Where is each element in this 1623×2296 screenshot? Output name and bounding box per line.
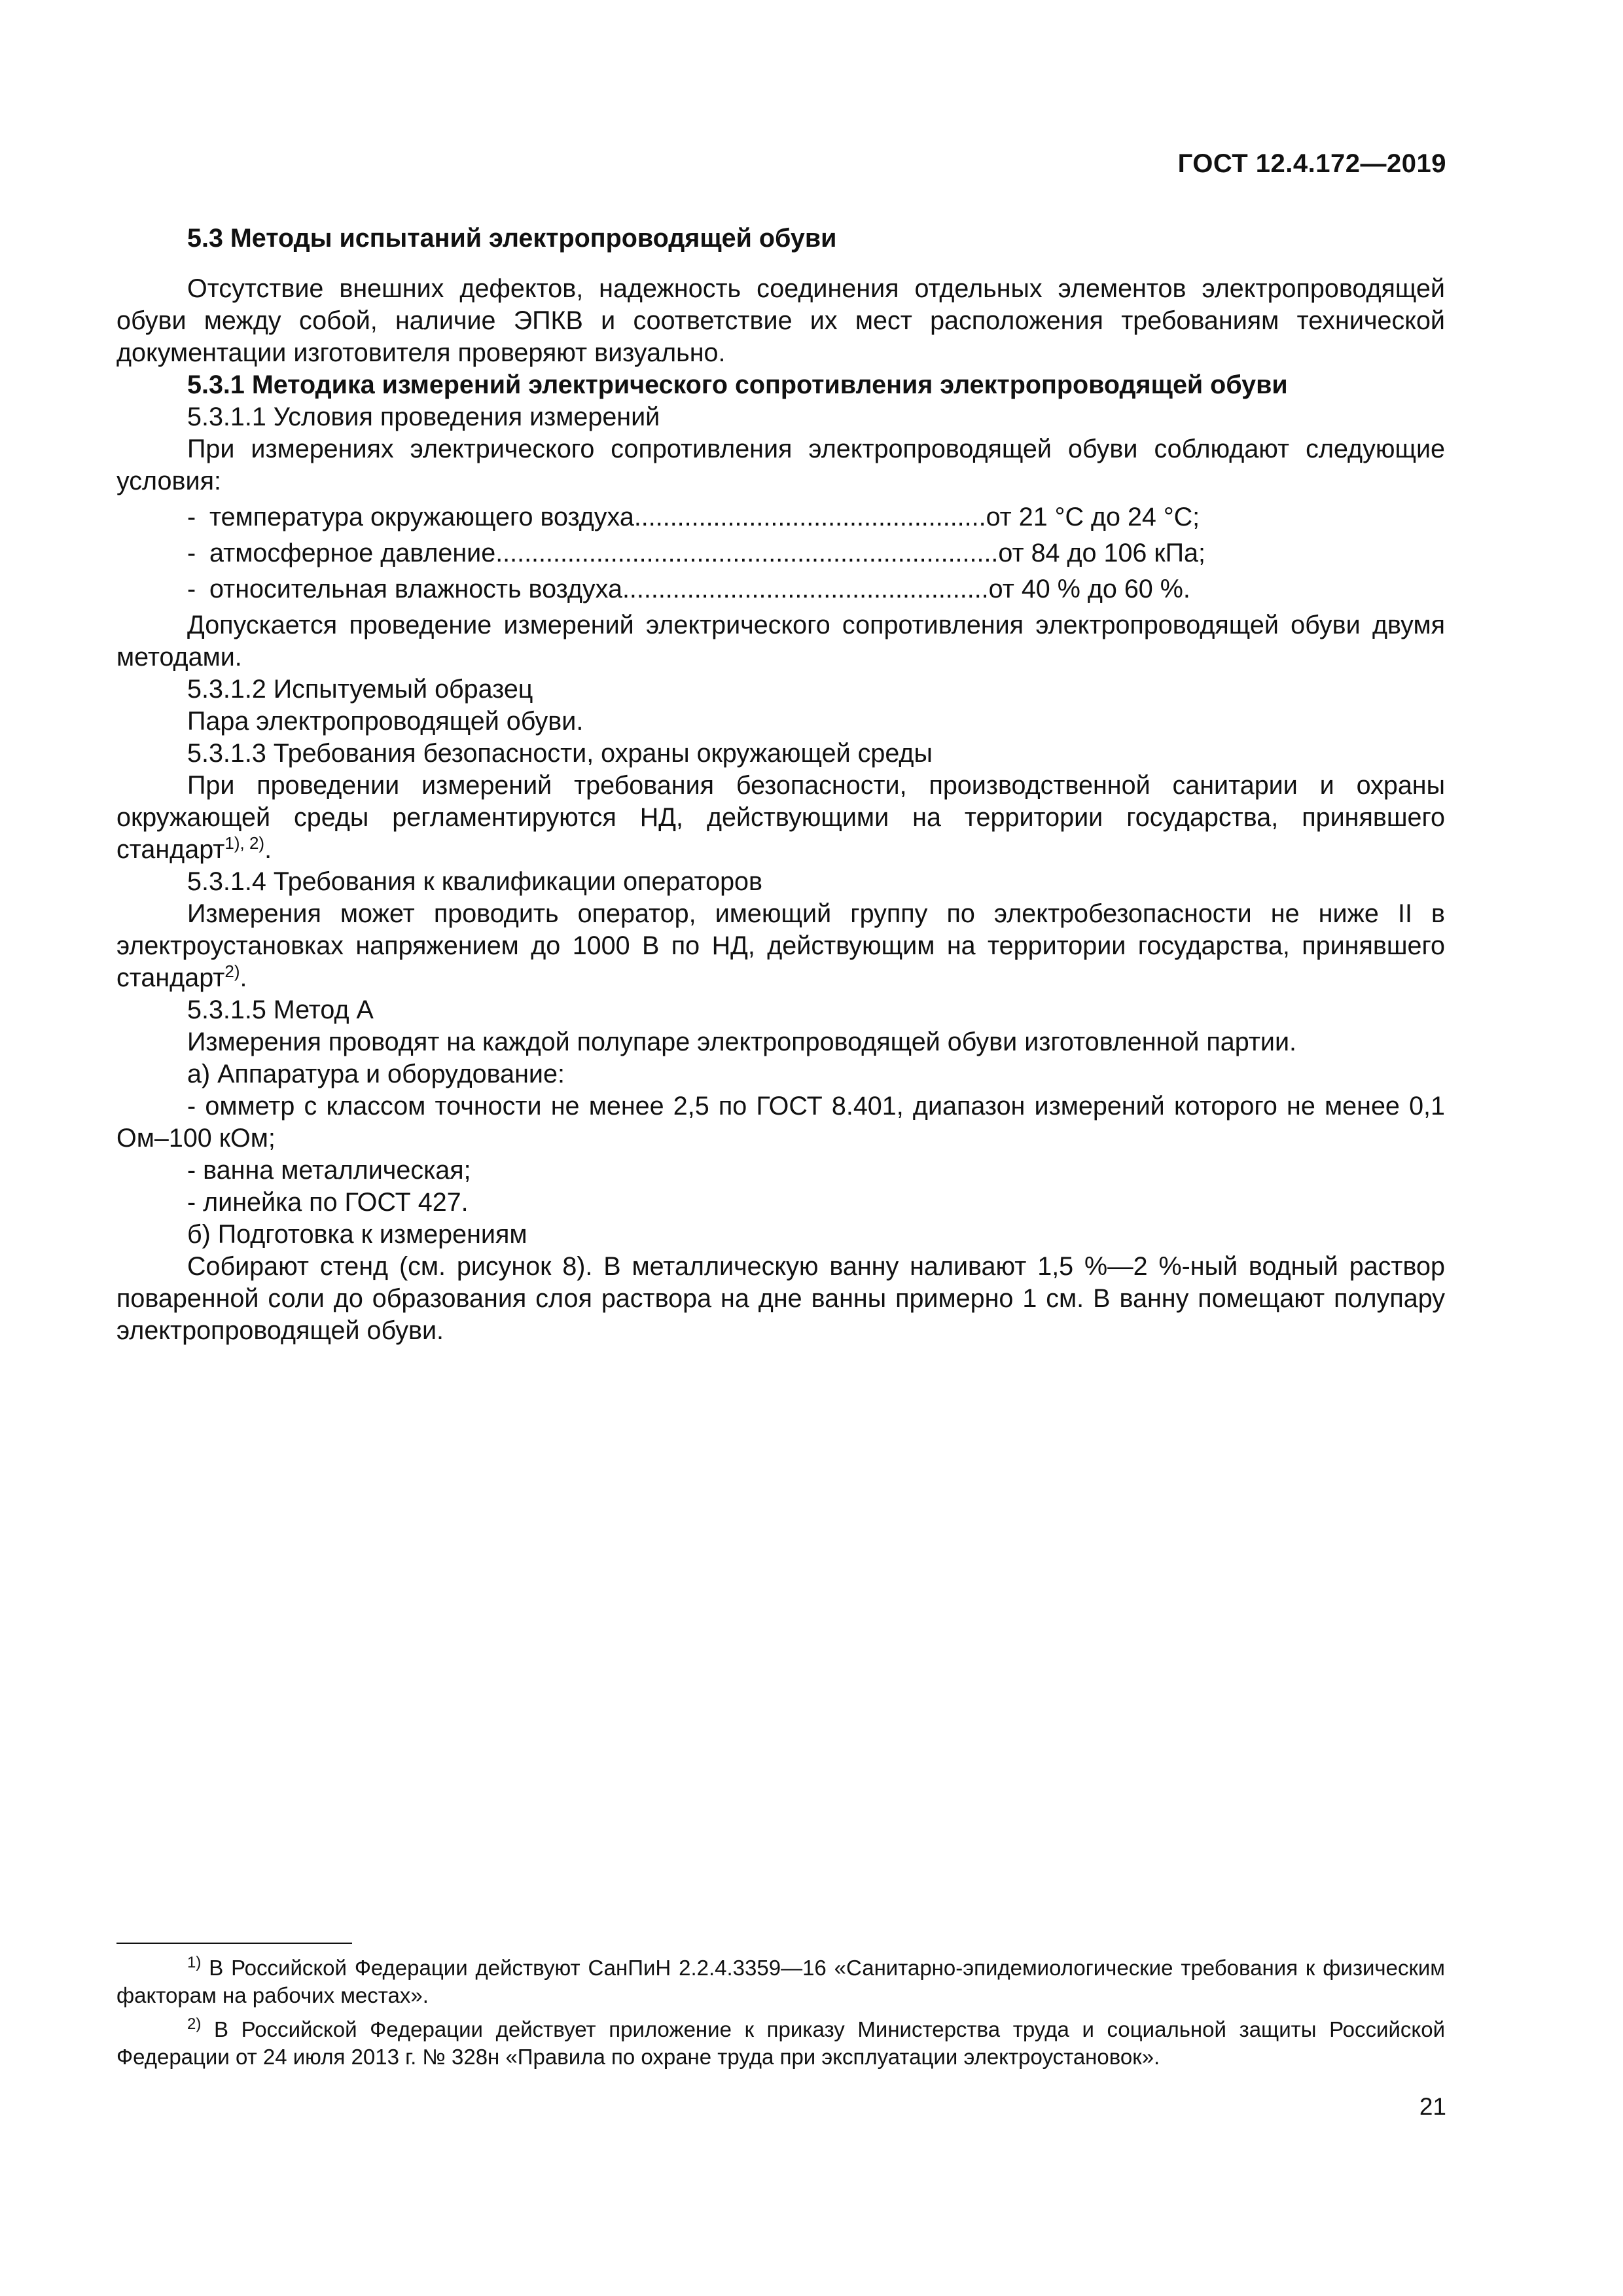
leader-dots: ......................................................................: [495, 539, 999, 567]
condition-pressure: [116, 537, 1445, 569]
equipment-item: - ванна металлическая;: [187, 1156, 471, 1185]
preparation-title: б) Подготовка к измерениям: [187, 1220, 527, 1249]
qualification-text: Измерения может проводить оператор, имеющий группу по электробезопасности не ниже II в электроустановках напряжением до 1000 В по НД, действующим на территории государства, принявшего стандарт: [116, 899, 1445, 992]
subsection-title: 5.3.1 Методика измерений электрического сопротивления электропроводящей обуви: [187, 370, 1288, 399]
list-dash: -: [187, 575, 196, 603]
condition-name: температура окружающего воздуха: [209, 503, 634, 531]
condition-temperature: [116, 501, 1445, 533]
condition-humidity: [116, 573, 1445, 605]
condition-name: относительная влажность воздуха: [209, 575, 622, 603]
document-code: ГОСТ 12.4.172—2019: [1177, 149, 1446, 178]
clause-5-3-1-3-heading: 5.3.1.3 Требования безопасности, охраны окружающей среды: [187, 739, 933, 768]
footnote-separator: [116, 1943, 352, 1944]
footnote-mark: 2): [187, 2015, 202, 2033]
list-dash: -: [187, 503, 196, 531]
clause-5-3-1-4-heading: 5.3.1.4 Требования к квалификации операторов: [187, 867, 763, 896]
equipment-item: - омметр с классом точности не менее 2,5 по ГОСТ 8.401, диапазон измерений которого не менее 0,1 Ом–100 кОм;: [116, 1092, 1445, 1153]
footnote-mark: 1): [187, 1954, 202, 1971]
condition-value: от 21 °С до 24 °С;: [986, 503, 1200, 531]
footnote-2: [116, 2016, 1445, 2071]
section-title: 5.3 Методы испытаний электропроводящей обуви: [187, 224, 837, 253]
footnote-text: В Российской Федерации действуют СанПиН 2.2.4.3359—16 «Санитарно-эпидемиологические требования к физическим факторам на рабочих местах».: [116, 1956, 1445, 2007]
safety-paragraph: При проведении измерений требования безопасности, производственной санитарии и охраны окружающей среды регламентируются НД, действующими на территории государства, принявшего стандарт$^{1), 2)}$.: [116, 771, 1445, 864]
footnote-1: [116, 1954, 1445, 2009]
qualification-paragraph: Измерения может проводить оператор, имеющий группу по электробезопасности не ниже II в электроустановках напряжением до 1000 В по НД, действующим на территории государства, принявшего стандарт$^{2)}$.: [116, 899, 1445, 992]
page-number: 21: [1419, 2093, 1446, 2120]
main-content: [116, 223, 1445, 1347]
footnotes: [116, 1954, 1445, 2077]
clause-5-3-1-2-heading: 5.3.1.2 Испытуемый образец: [187, 675, 533, 704]
condition-name: атмосферное давление: [209, 539, 496, 567]
leader-dots: .................................................: [633, 503, 986, 531]
preparation-paragraph: Собирают стенд (см. рисунок 8). В металлическую ванну наливают 1,5 %—2 %-ный водный раствор поваренной соли до образования слоя раствора на дне ванны примерно 1 см. В ванну помещают полупару электропроводящей обуви.: [116, 1252, 1445, 1345]
footnote-reference[interactable]: 1), 2): [224, 833, 265, 853]
two-methods-paragraph: Допускается проведение измерений электрического сопротивления электропроводящей обуви двумя методами.: [116, 611, 1445, 672]
conditions-intro: При измерениях электрического сопротивления электропроводящей обуви соблюдают следующие условия:: [116, 435, 1445, 495]
footnote-text: В Российской Федерации действует приложение к приказу Министерства труда и социальной защиты Российской Федерации от 24 июля 2013 г. № 328н «Правила по охране труда при эксплуатации электроустановок».: [116, 2017, 1445, 2069]
sample-paragraph: Пара электропроводящей обуви.: [187, 707, 584, 736]
footnote-reference[interactable]: 2): [224, 961, 240, 981]
intro-paragraph: Отсутствие внешних дефектов, надежность соединения отдельных элементов электропроводящей обуви между собой, наличие ЭПКВ и соответствие их мест расположения требованиям технической документации изготовителя проверяют визуально.: [116, 274, 1445, 367]
clause-5-3-1-1-heading: 5.3.1.1 Условия проведения измерений: [187, 403, 660, 431]
equipment-title: а) Аппаратура и оборудование:: [187, 1060, 565, 1088]
list-dash: -: [187, 539, 196, 567]
clause-5-3-1-5-heading: 5.3.1.5 Метод А: [187, 996, 374, 1024]
method-a-paragraph: Измерения проводят на каждой полупаре электропроводящей обуви изготовленной партии.: [187, 1028, 1297, 1056]
condition-value: от 84 до 106 кПа;: [998, 539, 1205, 567]
equipment-item: - линейка по ГОСТ 427.: [187, 1188, 469, 1217]
safety-text: При проведении измерений требования безопасности, производственной санитарии и охраны окружающей среды регламентируются НД, действующими на территории государства, принявшего стандарт: [116, 771, 1445, 864]
condition-value: от 40 % до 60 %.: [988, 575, 1190, 603]
leader-dots: ...................................................: [622, 575, 989, 603]
